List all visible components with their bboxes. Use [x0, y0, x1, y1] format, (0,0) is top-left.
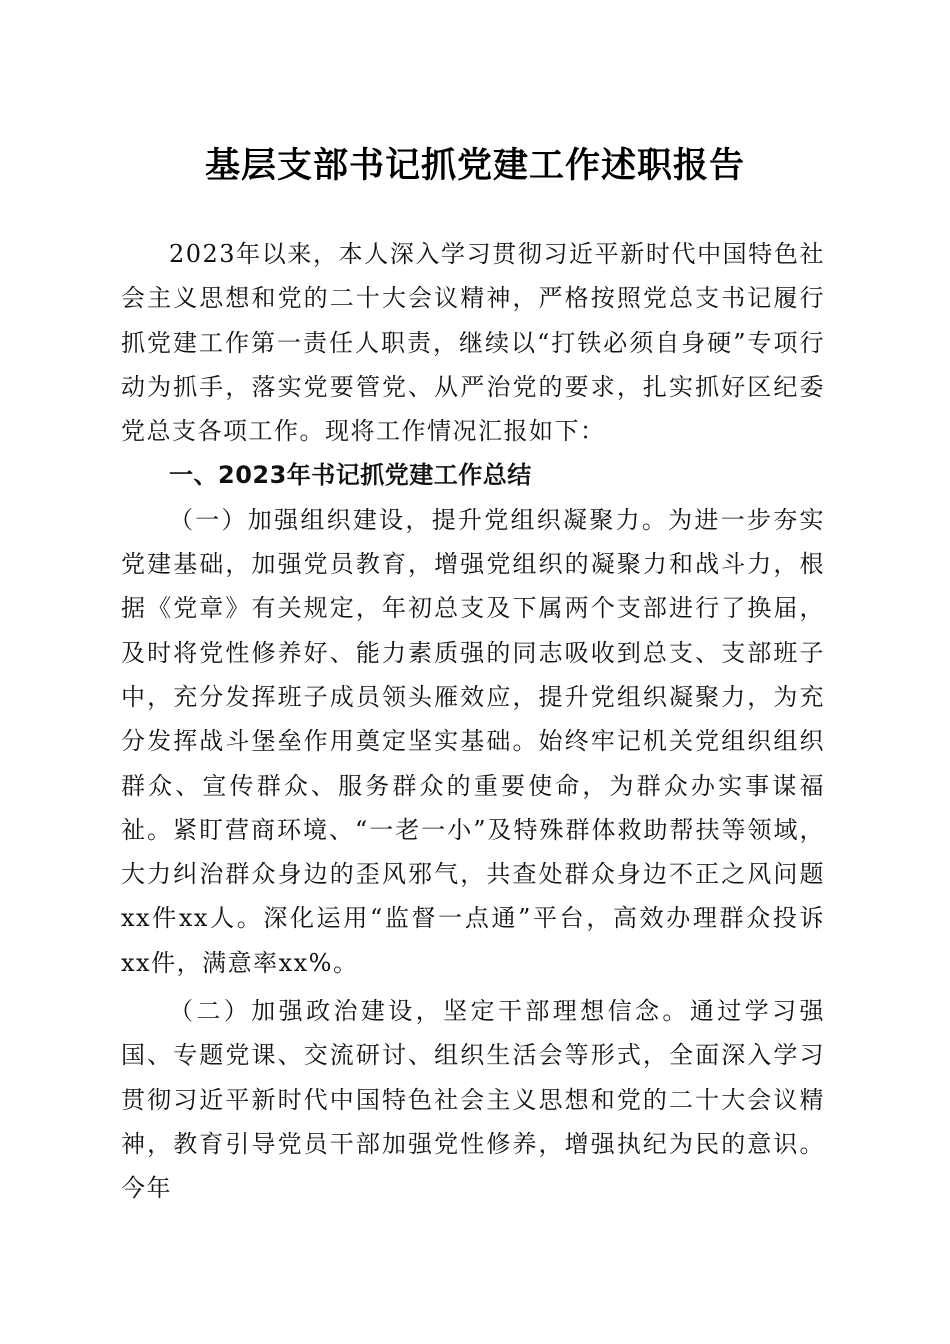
item-lead-1: （一）加强组织建设，提升党组织凝聚力。	[169, 505, 669, 534]
document-title: 基层支部书记抓党建工作述职报告	[204, 145, 745, 186]
item-paragraph-2	[121, 989, 825, 1210]
item-text-2: 通过学习强国、专题党课、交流研讨、组织生活会等形式，全面深入学习贯彻习近平新时代中国特色社会主义思想和党的二十大会议精神，教育引导党员干部加强党性修养，增强执纪为民的意识。今年	[121, 997, 826, 1203]
document-body	[121, 232, 825, 1211]
section-heading-1: 一、2023年书记抓党建工作总结	[169, 461, 532, 490]
intro-paragraph: 2023年以来，本人深入学习贯彻习近平新时代中国特色社会主义思想和党的二十大会议精神，严格按照党总支书记履行抓党建工作第一责任人职责，继续以“打铁必须自身硬”专项行动为抓手，落实党要管党、从严治党的要求，扎实抓好区纪委党总支各项工作。现将工作情况汇报如下：	[121, 240, 825, 446]
item-lead-2: （二）加强政治建设，坚定干部理想信念。	[169, 997, 690, 1026]
item-text-1: 为进一步夯实党建基础，加强党员教育，增强党组织的凝聚力和战斗力，根据《党章》有关规定，年初总支及下属两个支部进行了换届，及时将党性修养好、能力素质强的同志吸收到总支、支部班子中，充分发挥班子成员领头雁效应，提升党组织凝聚力，为充分发挥战斗堡垒作用奠定坚实基础。始终牢记机关党组织组织群众、宣传群众、服务群众的重要使命，为群众办实事谋福祉。紧盯营商环境、“一老一小”及特殊群体救助帮扶等领域，大力纠治群众身边的歪风邪气，共查处群众身边不正之风问题xx件xx人。深化运用“监督一点通”平台，高效办理群众投诉xx件，满意率xx%。	[121, 505, 826, 977]
item-paragraph-1	[121, 498, 825, 985]
